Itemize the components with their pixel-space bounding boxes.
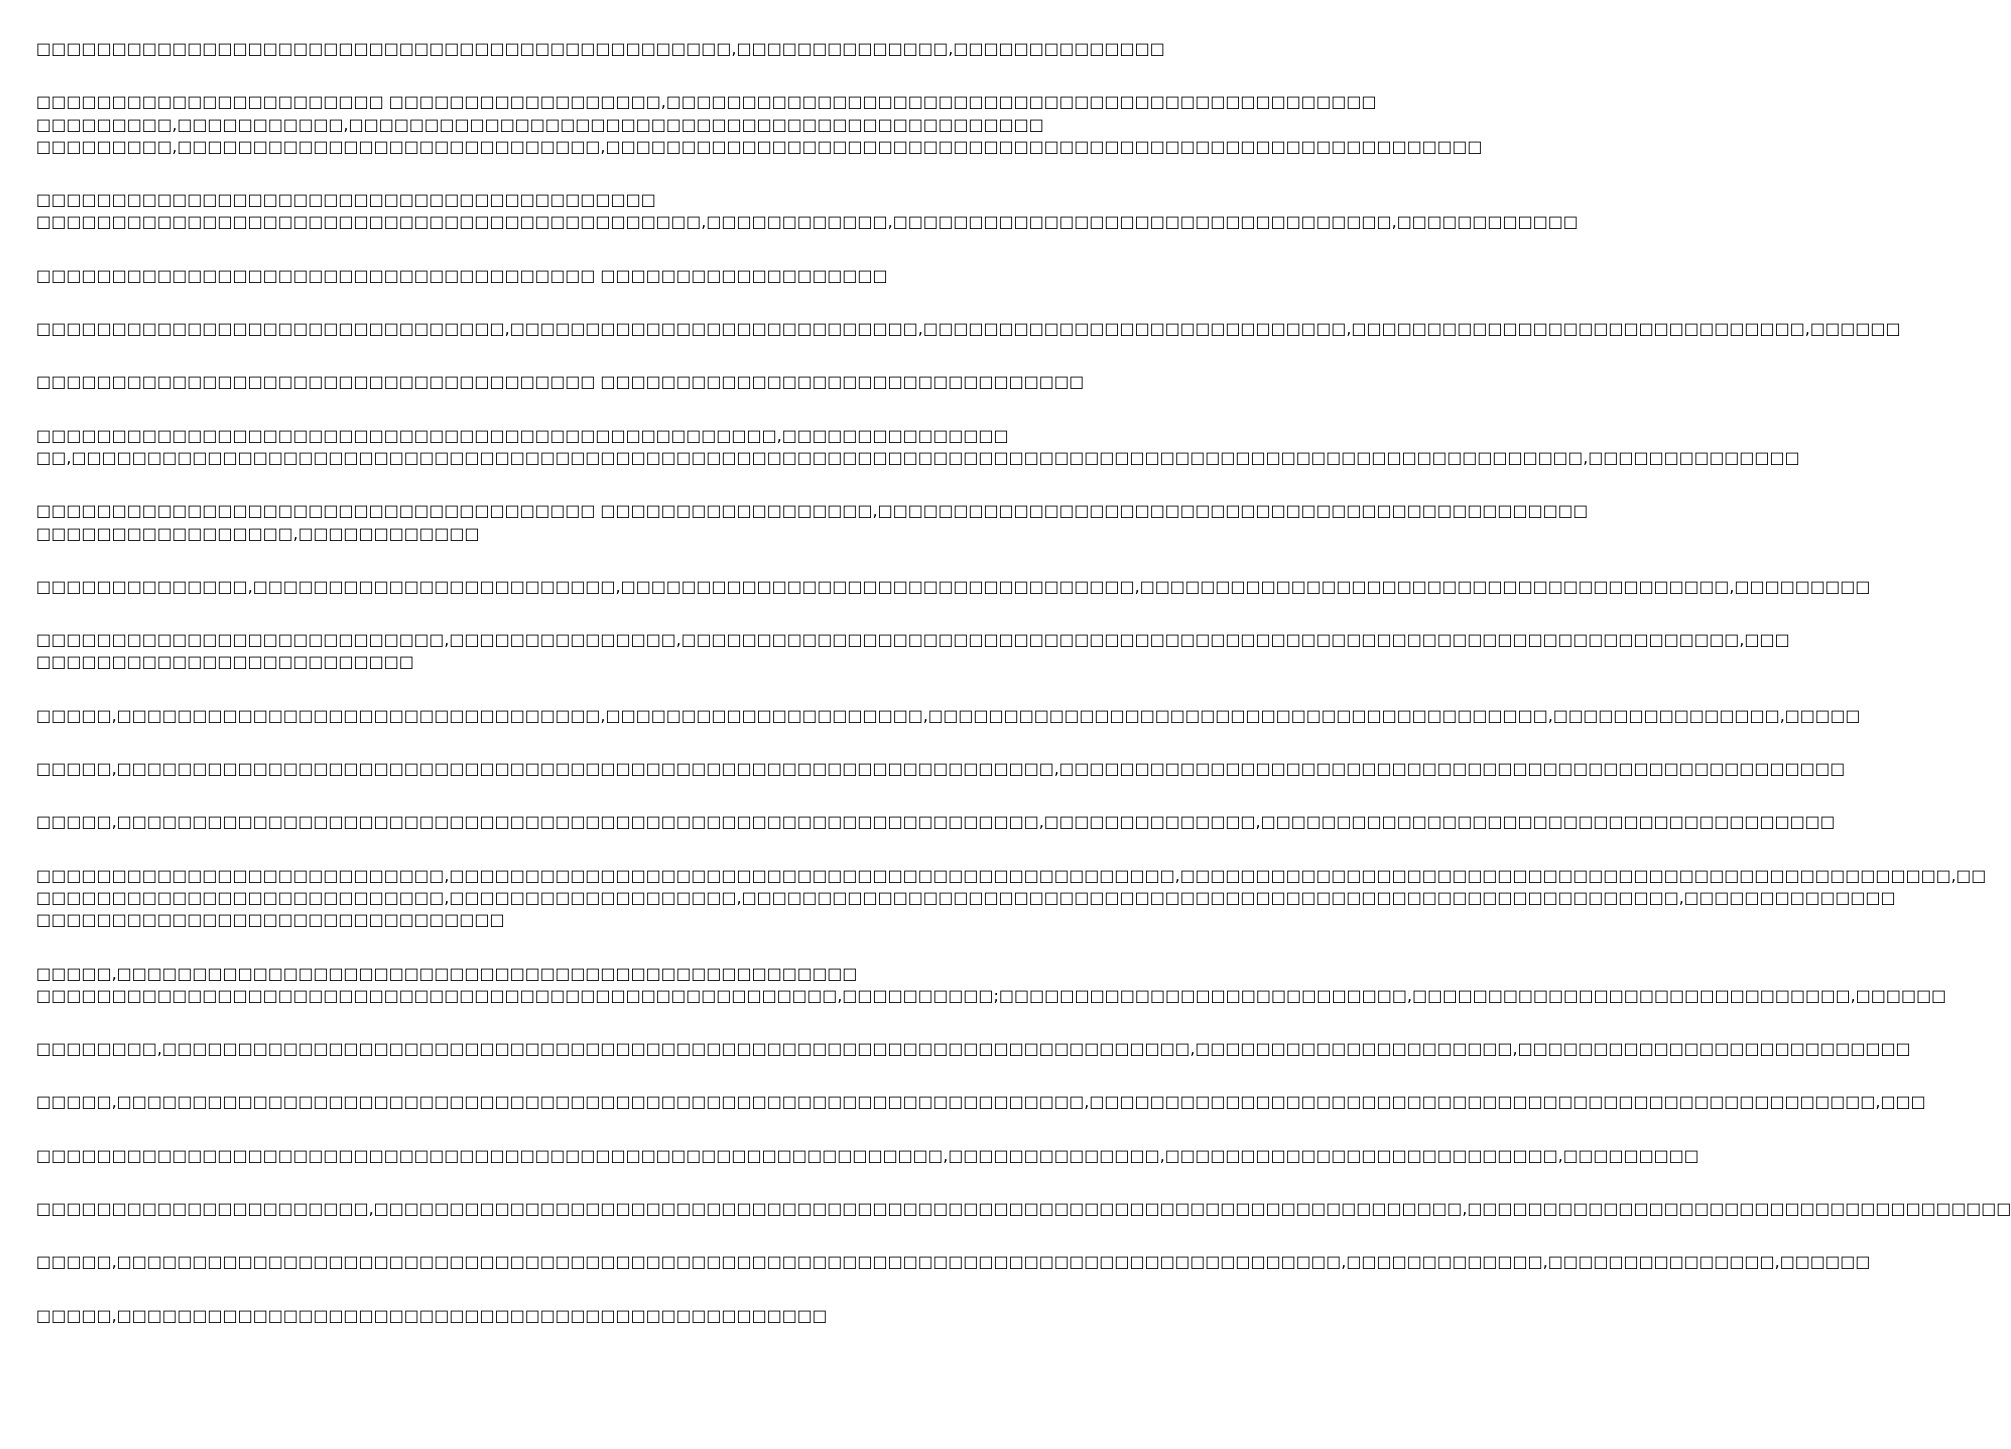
paragraph xyxy=(36,318,1901,340)
paragraph xyxy=(36,758,1846,780)
paragraph xyxy=(36,1145,1700,1167)
paragraph-line: □□□□□□□□□□□□□□□□□□□□□□□□□□□□□□□□□□□□□ □□□□□□□□□□□□□□□□□□□□□□□□□□□□□□□□ xyxy=(36,372,1085,392)
paragraph xyxy=(36,91,1483,158)
paragraph-line: □□□□□□□□□□□□□□□□□□□□□□□□□□□□□□□□□□□□□ □□□□□□□□□□□□□□□□□□,□□□□□□□□□□□□□□□□□□□□□□□□□□□□□□□□□□□□□□□□□□□□□□□ xyxy=(36,501,1589,521)
paragraph xyxy=(36,1038,1911,1060)
paragraph xyxy=(36,265,990,287)
paragraph-line: □□□□□,□□□□□□□□□□□□□□□□□□□□□□□□□□□□□□□□□□□□□□□□□□□□□□□□□□□□□□□□□□□□□,□□□□□□□□□□□□□□,□□□□□□□□□□□□□□□□□□□□□□□□□□□□□□□□□□□□□□ xyxy=(36,812,1836,832)
paragraph-line: □□□□□□□□,□□□□□□□□□□□□□□□□□□□□□□□□□□□□□□□□□□□□□□□□□□□□□□□□□□□□□□□□□□□□□□□□□□□□,□□□□□□□□□□□□□□□□□□□□□,□□□□□□□□□□□□□□□□□□□□□□□□□□ xyxy=(36,1039,1911,1059)
paragraph-line: □□□□□□□□□□□□□□,□□□□□□□□□□□□□□□□□□□□□□□□,□□□□□□□□□□□□□□□□□□□□□□□□□□□□□□□□□□,□□□□□□□□□□□□□□□□□□□□□□□□□□□□□□□□□□□□□□□,□□□□□□□□□ xyxy=(36,576,1871,596)
paragraph-line: □□□□□□□□□□□□□□□□□□□□□□□□□□□□□□□□□□□□□ □□□□□□□□□□□□□□□□□□□ xyxy=(36,265,888,285)
paragraph-line: □□□□□□□□□□□□□□□□□□□□□□,□□□□□□□□□□□□□□□□□□□□□□□□□□□□□□□□□□□□□□□□□□□□□□□□□□□□□□□□□□□□□□□□□□□□□□□□,□□□□□□□□□□□□□□□□□□□□□□□□□□□□□□□□□□□□ xyxy=(36,1199,2011,1219)
paragraph-line: □□□□□,□□□□□□□□□□□□□□□□□□□□□□□□□□□□□□□□□□□□□□□□□□□□□□□□□□□□□□□□□□□□□□□□□□□□□□□□□□□□□□□□□,□□□□□□□□□□□□□,□□□□□□□□□□□□□□□,□□□□□□ xyxy=(36,1252,1871,1272)
paragraph-line: □□□□□,□□□□□□□□□□□□□□□□□□□□□□□□□□□□□□□□□□□□□□□□□□□□□□□ xyxy=(36,1305,828,1325)
paragraph xyxy=(36,189,1579,234)
paragraph-line: □□□□□□□□□□□□□□□□□□□□□□□ □□□□□□□□□□□□□□□□□□,□□□□□□□□□□□□□□□□□□□□□□□□□□□□□□□□□□□□□□□□□□□□□□□ xyxy=(36,92,1377,112)
paragraph-line: □□□□□□□□□,□□□□□□□□□□□□□□□□□□□□□□□□□□□□,□□□□□□□□□□□□□□□□□□□□□□□□□□□□□□□□□□□□□□□□□□□□□□□□□□□□□□□□□□ xyxy=(36,136,1483,156)
paragraph-line: □□□□□□□□□□□□□□□□□□□□□□□□□□□□□□□□□□□□□□□□□□□□□□□□□□□□□□□□□□□□,□□□□□□□□□□□□□□,□□□□□□□□□□□□□□□□□□□□□□□□□□,□□□□□□□□□ xyxy=(36,1145,1700,1165)
paragraph-line: □□□□□□□□□□□□□□□□□□□□□□□□□□□□□□□□□□□□□□□□□ xyxy=(36,190,656,210)
paragraph-line: □□□□□□□□□□□□□□□□□□□□□□□□□□□□□□□□□□□□□□□□□□□□□□□□□□□□□,□□□□□□□□□□;□□□□□□□□□□□□□□□□□□□□□□□□□□□,□□□□□□□□□□□□□□□□□□□□□□□□□□□□□,□□□□□□ xyxy=(36,985,1947,1005)
paragraph xyxy=(36,1251,1871,1273)
paragraph-line: □□□□□,□□□□□□□□□□□□□□□□□□□□□□□□□□□□□□□□,□□□□□□□□□□□□□□□□□□□□□,□□□□□□□□□□□□□□□□□□□□□□□□□□□□□□□□□□□□□□□□□,□□□□□□□□□□□□□□□,□□□□□ xyxy=(36,705,1861,725)
paragraph xyxy=(36,963,1947,1008)
paragraph-line: □□□□□□□□□□□□□□□□□□□□□□□□□□□□□□□□□□□□□□□□□□□□,□□□□□□□□□□□□,□□□□□□□□□□□□□□□□□□□□□□□□□□□□□□□□□,□□□□□□□□□□□□ xyxy=(36,212,1579,232)
paragraph-line: □□□□□□□□□,□□□□□□□□□□□,□□□□□□□□□□□□□□□□□□□□□□□□□□□□□□□□□□□□□□□□□□□□□□ xyxy=(36,114,1044,134)
paragraph-line: □□□□□□□□□□□□□□□□□□□□□□□□□□□□□□□□□□□□□□□□□□□□□□,□□□□□□□□□□□□□□,□□□□□□□□□□□□□□ xyxy=(36,39,1165,58)
paragraph xyxy=(36,629,1790,674)
paragraph-line: □□□□□□□□□□□□□□□□□,□□□□□□□□□□□□ xyxy=(36,523,480,543)
paragraph xyxy=(36,865,1987,932)
paragraph xyxy=(36,1091,1926,1113)
paragraph-line: □□□□□□□□□□□□□□□□□□□□□□□□□□□□□□□,□□□□□□□□□□□□□□□□□□□□□□□□□□□,□□□□□□□□□□□□□□□□□□□□□□□□□□□□,□□□□□□□□□□□□□□□□□□□□□□□□□□□□□□,□□□□□□ xyxy=(36,319,1901,339)
paragraph-line: □□□□□□□□□□□□□□□□□□□□□□□□□□□,□□□□□□□□□□□□□□□□□□□□□□□□□□□□□□□□□□□□□□□□□□□□□□□□,□□□□□□□□□□□□□□□□□□□□□□□□□□□□□□□□□□□□□□□□□□□□□□□□□□□,□□ xyxy=(36,865,1987,885)
paragraph-line: □□,□□□□□□□□□□□□□□□□□□□□□□□□□□□□□□□□□□□□□□□□□□□□□□□□□□□□□□□□□□□□□□□□□□□□□□□□□□□□□□□□□□□□□□□□□□□□□□□□□□□□,□□□□□□□□□□□□□□ xyxy=(36,447,1800,467)
paragraph-line: □□□□□□□□□□□□□□□□□□□□□□□□□□□□□□□ xyxy=(36,910,505,930)
document-body xyxy=(36,38,2011,1358)
paragraph xyxy=(36,811,1836,833)
paragraph xyxy=(36,576,1871,598)
paragraph xyxy=(36,38,1165,60)
paragraph-line: □□□□□□□□□□□□□□□□□□□□□□□□□□□□□□□□□□□□□□□□□□□□□□□□□,□□□□□□□□□□□□□□□ xyxy=(36,425,1009,445)
paragraph-line: □□□□□,□□□□□□□□□□□□□□□□□□□□□□□□□□□□□□□□□□□□□□□□□□□□□□□□□□□□□□□□□□□□□□□□,□□□□□□□□□□□□□□□□□□□□□□□□□□□□□□□□□□□□□□□□□□□□□□□□□□□□,□□□ xyxy=(36,1092,1926,1112)
paragraph-line: □□□□□,□□□□□□□□□□□□□□□□□□□□□□□□□□□□□□□□□□□□□□□□□□□□□□□□□ xyxy=(36,963,858,983)
paragraph xyxy=(36,705,1861,727)
paragraph xyxy=(36,371,1085,393)
paragraph xyxy=(36,500,1589,545)
paragraph-line: □□□□□□□□□□□□□□□□□□□□□□□□□ xyxy=(36,652,414,672)
paragraph xyxy=(36,1198,2011,1220)
paragraph xyxy=(36,425,1800,470)
paragraph-line: □□□□□□□□□□□□□□□□□□□□□□□□□□□,□□□□□□□□□□□□□□□□□□□,□□□□□□□□□□□□□□□□□□□□□□□□□□□□□□□□□□□□□□□□□□□□□□□□□□□□□□□□□□□□□□,□□□□□□□□□□□□□□ xyxy=(36,887,1896,907)
paragraph xyxy=(36,1305,990,1327)
paragraph-line: □□□□□,□□□□□□□□□□□□□□□□□□□□□□□□□□□□□□□□□□□□□□□□□□□□□□□□□□□□□□□□□□□□□□,□□□□□□□□□□□□□□□□□□□□□□□□□□□□□□□□□□□□□□□□□□□□□□□□□□□□ xyxy=(36,759,1846,779)
paragraph-line: □□□□□□□□□□□□□□□□□□□□□□□□□□□,□□□□□□□□□□□□□□□,□□□□□□□□□□□□□□□□□□□□□□□□□□□□□□□□□□□□□□□□□□□□□□□□□□□□□□□□□□□□□□□□□□□□□□,□□□ xyxy=(36,630,1790,650)
